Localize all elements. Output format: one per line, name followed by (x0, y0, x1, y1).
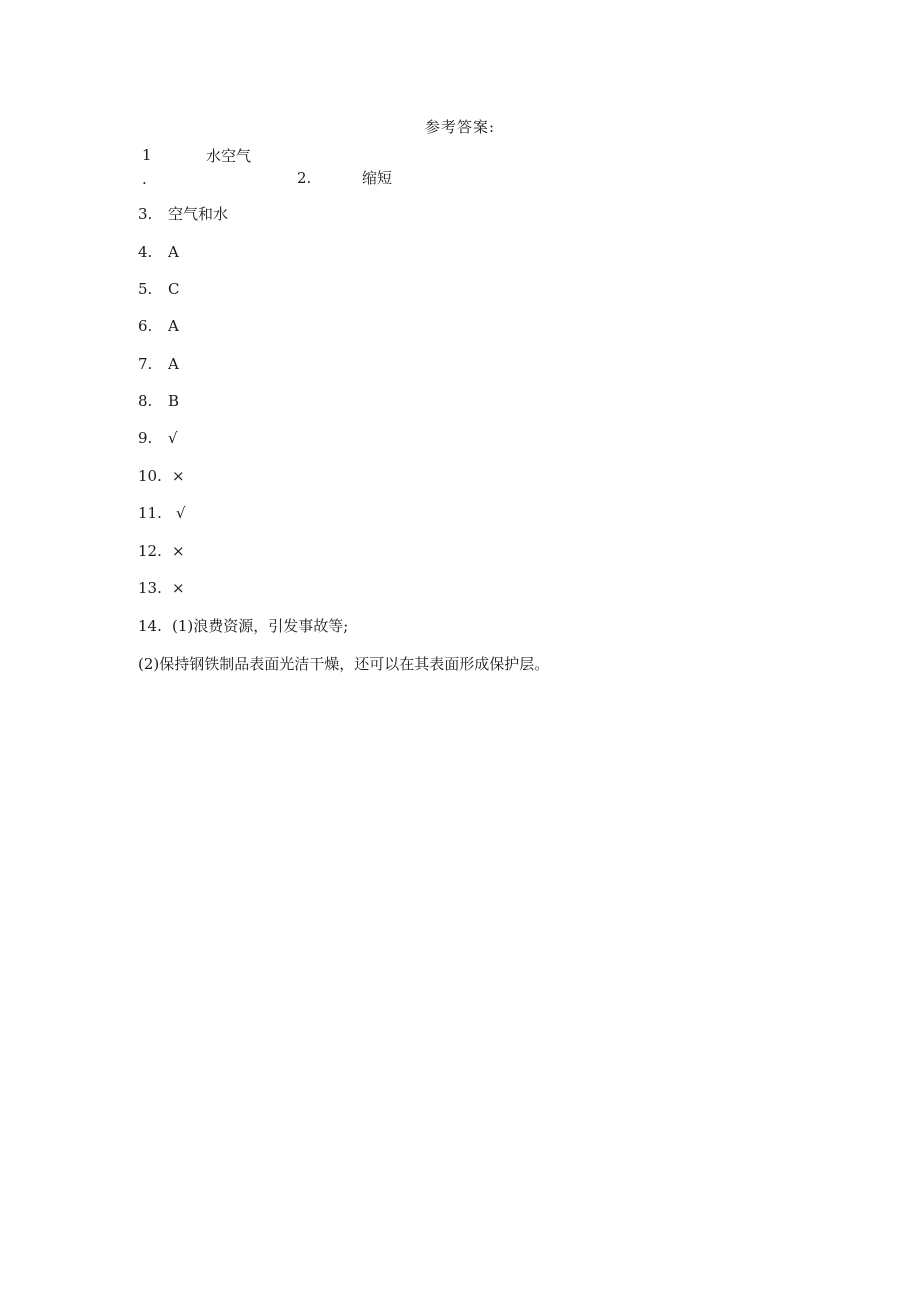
answer-item-9 (138, 429, 178, 447)
item-number: 4. (138, 243, 153, 261)
item-answer: (1)浪费资源，引发事故等; (172, 617, 349, 635)
item-answer: B (168, 392, 180, 410)
answer-item-10 (138, 467, 185, 485)
item-answer: C (168, 280, 180, 298)
answer-item-4 (138, 243, 179, 261)
answer-item-7 (138, 355, 179, 373)
item-answer: × (172, 542, 185, 560)
item-answer: × (172, 579, 185, 597)
item-answer: A (168, 243, 179, 261)
item-number: 12. (138, 542, 162, 560)
item-number: 9. (138, 429, 153, 447)
item-number: 7. (138, 355, 153, 373)
item-number: 13. (138, 579, 162, 597)
item-number: 11. (138, 504, 162, 522)
page-title: 参考答案: (424, 118, 496, 136)
item-number: 10. (138, 467, 162, 485)
item-number: 6. (138, 317, 153, 335)
q2-number: 2. (297, 169, 312, 187)
q1-answer: 水空气 (206, 147, 252, 165)
item-number: 5. (138, 280, 153, 298)
item-answer: √ (176, 504, 186, 522)
q2-answer: 缩短 (362, 169, 393, 187)
answer-item-11 (138, 504, 186, 522)
item-answer: × (172, 467, 185, 485)
answer-item-14-part2: (2)保持钢铁制品表面光洁干燥，还可以在其表面形成保护层。 (138, 655, 550, 673)
answer-item-14 (138, 617, 348, 635)
q1-number-top: 1 (142, 146, 152, 164)
answer-item-13 (138, 579, 185, 597)
item-answer: A (168, 317, 179, 335)
item-number: 3. (138, 205, 153, 223)
answer-item-8 (138, 392, 179, 410)
answer-item-6 (138, 317, 179, 335)
item-answer: 空气和水 (168, 205, 229, 223)
answer-item-12 (138, 542, 185, 560)
answer-item-5 (138, 280, 179, 298)
item-number: 14. (138, 617, 162, 635)
q1-number-bottom: . (142, 170, 147, 188)
item-answer: √ (168, 429, 178, 447)
answer-item-3 (138, 205, 228, 223)
item-answer: A (168, 355, 179, 373)
item-number: 8. (138, 392, 153, 410)
